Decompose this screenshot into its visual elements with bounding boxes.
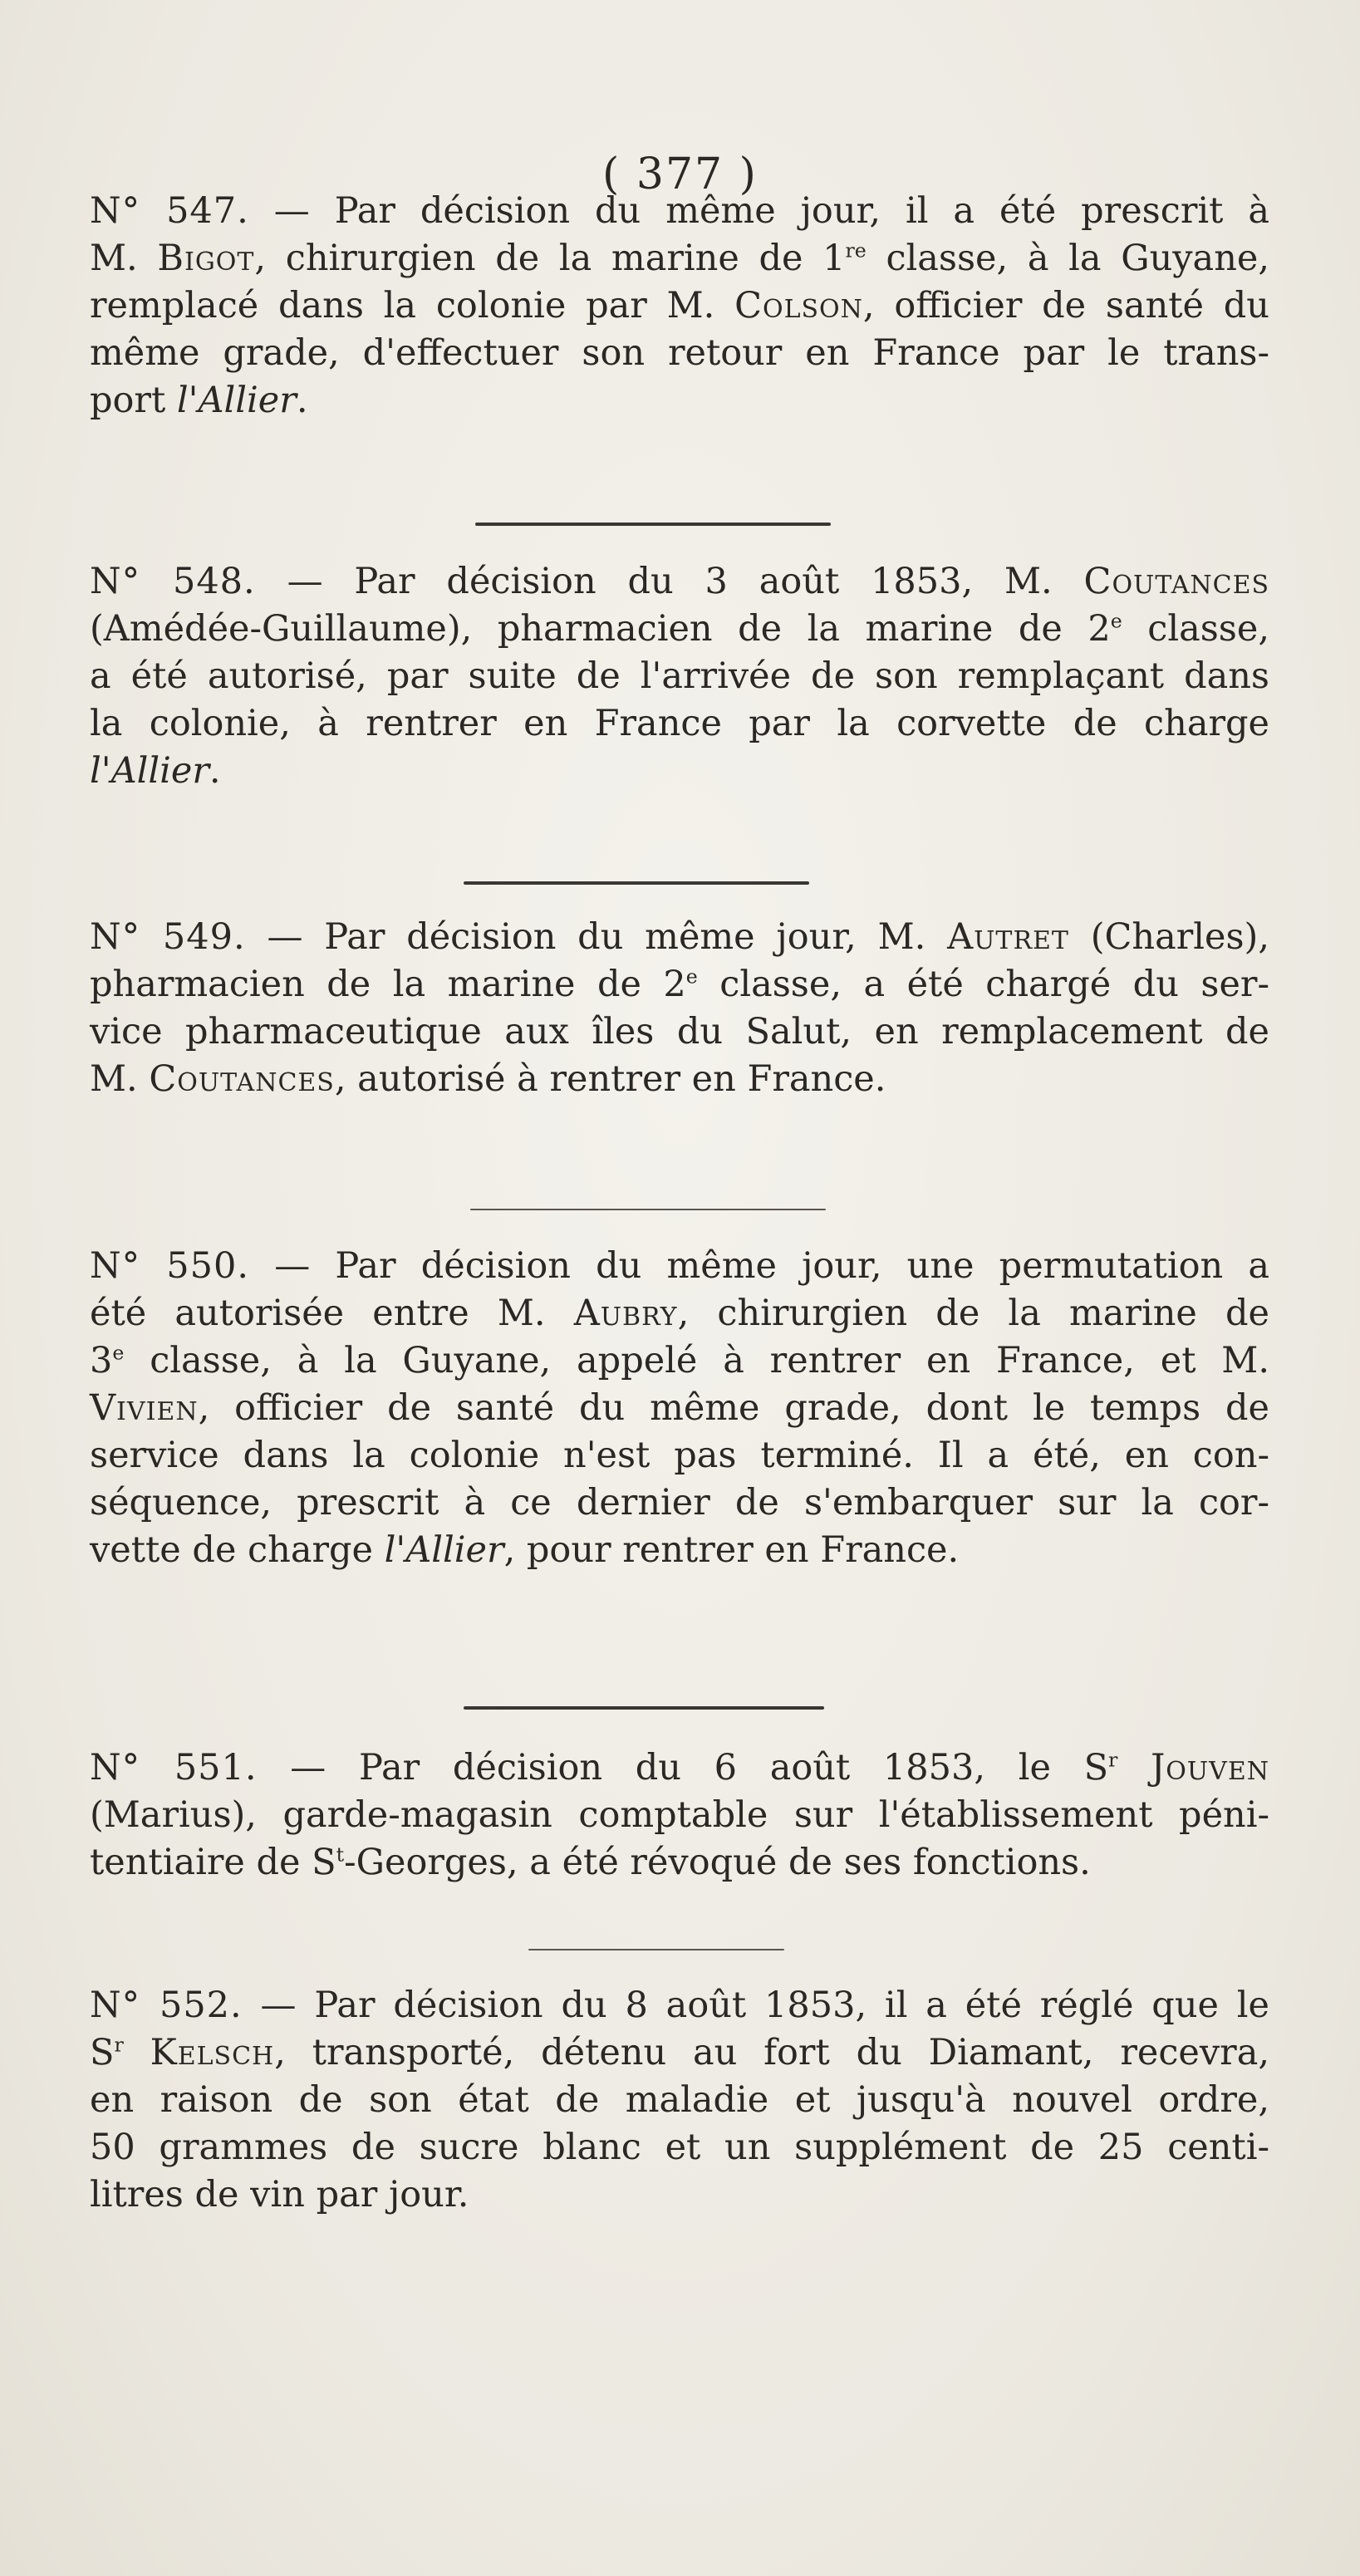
superscript: e — [112, 1341, 125, 1365]
text-line: N° 548. — Par décision du 3 août 1853, M. Coutances — [90, 561, 1270, 602]
text-line: service dans la colonie n'est pas terminé. Il a été, en con- — [90, 1435, 1269, 1476]
person-name: Colson — [734, 285, 863, 326]
entry-550 — [90, 1243, 1269, 1574]
superscript: e — [1110, 609, 1122, 633]
text-line: N° 547. — Par décision du même jour, il a été prescrit à — [90, 190, 1269, 232]
ship-name: l'Allier — [90, 750, 209, 792]
text-line: été autorisée entre M. Aubry, chirurgien de la marine de — [90, 1293, 1269, 1334]
text-line: Vivien, officier de santé du même grade, dont le temps de — [90, 1387, 1269, 1429]
entry-number: N° 551. — [90, 1747, 258, 1788]
text-line: pharmacien de la marine de 2e classe, a été chargé du ser- — [90, 964, 1269, 1005]
entry-552 — [90, 1982, 1269, 2219]
text-line: (Amédée-Guillaume), pharmacien de la marine de 2e classe, — [90, 608, 1269, 650]
text-line: a été autorisé, par suite de l'arrivée de son remplaçant dans — [90, 655, 1269, 697]
text-line: en raison de son état de maladie et jusqu'à nouvel ordre, — [90, 2079, 1269, 2121]
superscript: t — [336, 1842, 345, 1867]
text-line: M. Coutances, autorisé à rentrer en France. — [90, 1058, 886, 1100]
text-line: la colonie, à rentrer en France par la corvette de charge — [90, 703, 1269, 744]
text-line: N° 551. — Par décision du 6 août 1853, le $S^r$ Jouven — [90, 1747, 1269, 1788]
superscript: r — [114, 2033, 124, 2057]
text-line: litres de vin par jour. — [90, 2174, 469, 2215]
person-name: Aubry — [573, 1293, 678, 1334]
text-line: 50 grammes de sucre blanc et un supplément de 25 centi- — [90, 2127, 1269, 2168]
text-line: remplacé dans la colonie par M. Colson, officier de santé du — [90, 285, 1269, 326]
entry-number: N° 547. — [90, 190, 249, 232]
text-line: vette de charge l'Allier, pour rentrer en France. — [90, 1529, 960, 1571]
entry-549 — [90, 914, 1269, 1103]
text-line: M. Bigot, chirurgien de la marine de 1re classe, à la Guyane, — [90, 238, 1270, 279]
text-line: port l'Allier. — [90, 380, 308, 421]
separator-rule — [528, 1949, 784, 1950]
person-name: Coutances — [1083, 561, 1270, 602]
entry-547 — [90, 188, 1269, 424]
entry-number: N° 552. — [90, 1985, 243, 2026]
text-line: séquence, prescrit à ce dernier de s'embarquer sur la cor- — [90, 1482, 1269, 1524]
page-number: ( 377 ) — [602, 150, 758, 199]
ship-name: l'Allier — [176, 380, 297, 421]
person-name: Bigot — [157, 238, 255, 279]
text-line: N° 552. — Par décision du 8 août 1853, il a été réglé que le — [90, 1985, 1269, 2026]
text-line: l'Allier. — [90, 750, 221, 792]
text-line: $S^r$ Kelsch, transporté, détenu au fort du Diamant, recevra, — [90, 2032, 1269, 2073]
text-line: tentiaire de $S^t$-Georges, a été révoqué de ses fonctions. — [90, 1842, 1091, 1883]
person-name: Kelsch — [150, 2032, 275, 2073]
text-line: N° 550. — Par décision du même jour, une permutation a — [90, 1245, 1269, 1287]
superscript: e — [685, 964, 698, 989]
entry-number: N° 548. — [90, 561, 256, 602]
person-name: Jouven — [1151, 1747, 1269, 1788]
separator-rule — [475, 523, 831, 526]
separator-rule — [464, 881, 809, 885]
separator-rule — [464, 1706, 824, 1710]
text-line: 3e classe, à la Guyane, appelé à rentrer en France, et M. — [90, 1340, 1269, 1381]
ship-name: l'Allier — [384, 1529, 504, 1571]
entry-548 — [90, 558, 1269, 795]
person-name: Coutances — [149, 1058, 335, 1100]
entry-number: N° 550. — [90, 1245, 250, 1287]
superscript: re — [845, 238, 867, 263]
entry-551 — [90, 1744, 1269, 1887]
text-line: (Marius), garde-magasin comptable sur l'établissement péni- — [90, 1794, 1269, 1836]
text-line: N° 549. — Par décision du même jour, M. Autret (Charles), — [90, 916, 1269, 958]
text-line: même grade, d'effectuer son retour en France par le trans- — [90, 332, 1269, 374]
person-name: Vivien — [90, 1387, 199, 1429]
separator-rule — [470, 1209, 826, 1210]
text-line: vice pharmaceutique aux îles du Salut, en remplacement de — [90, 1011, 1269, 1052]
superscript: r — [1108, 1748, 1118, 1772]
person-name: Autret — [947, 916, 1069, 958]
entry-number: N° 549. — [90, 916, 246, 958]
